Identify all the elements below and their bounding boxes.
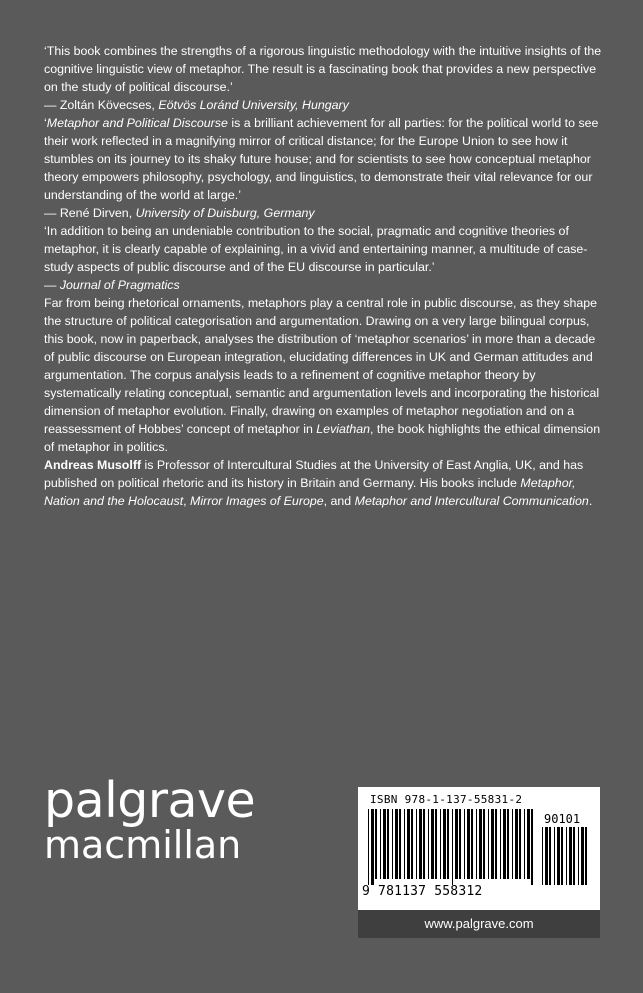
ean-number: 9 781137 558312 xyxy=(362,884,483,899)
barcode-bar xyxy=(416,809,417,879)
barcode-bar xyxy=(524,809,525,879)
author-name: Andreas Musolff xyxy=(44,458,142,472)
barcode-bar xyxy=(431,809,434,879)
barcode-bar xyxy=(527,809,530,879)
barcode-bar xyxy=(549,827,551,885)
logo-macmillan: macmillan xyxy=(44,823,242,867)
barcode-bar xyxy=(467,809,470,879)
barcode-bar xyxy=(491,809,494,879)
barcode-bar xyxy=(395,809,398,879)
barcode-bar xyxy=(569,827,572,885)
barcode-bar xyxy=(578,827,579,885)
barcode-bar xyxy=(419,809,422,879)
logo-palgrave: palgrave xyxy=(44,772,256,829)
author-bio xyxy=(44,456,604,510)
isbn-label: ISBN 978-1-137-55831-2 xyxy=(370,793,523,806)
barcode-bar xyxy=(464,809,465,879)
barcode-bar xyxy=(387,809,389,879)
price-code: 90101 xyxy=(544,812,581,826)
barcode-bar xyxy=(443,809,446,879)
barcode-bar xyxy=(435,809,437,879)
quote-author: — Zoltán Kövecses, xyxy=(44,98,159,112)
quote-text: is a brilliant achievement for all parties: for the political world to see their work reflected in a magnifying mirror of critical distance; for the Europe Union to see how it stumbles on its journey to its shaky future house; and for scientists to see how conceptual metaphor theory empowers philosophy, psychology, and linguistics, to demonstrate their vital relevance for our understanding of the world at large.’ xyxy=(44,116,599,202)
barcode-bar xyxy=(392,809,393,879)
description-italic: Leviathan xyxy=(316,422,371,436)
barcode-bar xyxy=(452,809,453,885)
barcode-bar xyxy=(423,809,425,879)
quote-book-title: Metaphor and Political Discourse xyxy=(46,116,228,130)
publisher-website[interactable]: www.palgrave.com xyxy=(358,910,600,938)
barcode-bar xyxy=(581,827,584,885)
barcode-bar xyxy=(561,827,563,885)
barcode-bar xyxy=(488,809,489,879)
barcode-bar xyxy=(507,809,509,879)
barcode-bar xyxy=(471,809,473,879)
barcode-bar xyxy=(566,827,567,885)
barcode-bar xyxy=(428,809,429,879)
barcode-bar xyxy=(542,827,543,885)
quote-affiliation: Journal of Pragmatics xyxy=(59,278,180,292)
barcode-bar xyxy=(383,809,386,879)
back-cover-text xyxy=(44,42,604,510)
description-end: , the book highlights the ethical dimension of metaphor in politics. xyxy=(44,422,601,454)
quote-affiliation: Eötvös Loránd University, Hungary xyxy=(158,98,349,112)
barcode-bar xyxy=(515,809,518,879)
barcode-bar xyxy=(411,809,413,879)
barcode-bar xyxy=(557,827,560,885)
bio-separator: , and xyxy=(323,494,355,508)
barcode-bar xyxy=(447,809,449,879)
book-description xyxy=(44,294,604,456)
publisher-logo xyxy=(44,772,256,867)
quote-text: ‘In addition to being an undeniable contribution to the social, pragmatic and cognitive theories of metaphor, it is clearly capable of explaining, in a vivid and entertaining manner, a multitude of case-study aspects of public discourse and of the EU discourse in particular.’ xyxy=(44,224,588,274)
barcode-bar xyxy=(371,809,374,885)
bio-book-2: Mirror Images of Europe xyxy=(190,494,324,508)
quote-open-mark: ‘ xyxy=(44,116,47,130)
barcode-bar xyxy=(554,827,555,885)
review-quote-3 xyxy=(44,222,604,294)
barcode-panel xyxy=(358,787,600,910)
barcode-bar xyxy=(404,809,405,879)
barcode-bar xyxy=(512,809,513,879)
barcode-bar xyxy=(531,809,533,885)
quote-author: — René Dirven, xyxy=(44,206,136,220)
ean-barcode xyxy=(368,809,536,885)
bio-text: is Professor of Intercultural Studies at the University of East Anglia, UK, and has published on political rhetoric and its history in Britain and Germany. His books include xyxy=(44,458,584,490)
barcode-bar xyxy=(483,809,485,879)
barcode-bar xyxy=(479,809,482,879)
barcode-bar xyxy=(545,827,548,885)
review-quote-1 xyxy=(44,42,604,114)
barcode-bar xyxy=(380,809,381,879)
barcode-bar xyxy=(500,809,501,879)
review-quote-2 xyxy=(44,114,604,222)
bio-separator: , xyxy=(183,494,191,508)
barcode-bar xyxy=(503,809,506,879)
barcode-bar xyxy=(399,809,401,879)
barcode-bar xyxy=(495,809,497,879)
description-text: Far from being rhetorical ornaments, metaphors play a central role in public discourse, as they shape the structure of political categorisation and argumentation. Drawing on a very large bilingual corpus, this book, now in paperback, analyses the distribution of ‘metaphor scenarios’ in more than a decade of public discourse on European integration, elucidating differences in UK and German attitudes and argumentation. The corpus analysis leads to a refinement of cognitive metaphor theory by systematically relating conceptual, semantic and argumentation levels and incorporating the historical dimension of metaphor evolution. Finally, drawing on examples of metaphor negotiation and on a reassessment of Hobbes’ concept of metaphor in xyxy=(44,296,600,436)
bio-end: . xyxy=(588,494,593,508)
barcode-bar xyxy=(519,809,521,879)
barcode-bar xyxy=(459,809,461,879)
quote-affiliation: University of Duisburg, Germany xyxy=(135,206,315,220)
barcode-bar xyxy=(573,827,575,885)
barcode-bar xyxy=(375,809,377,879)
barcode-bar xyxy=(455,809,458,879)
bio-book-1: Metaphor, Nation and the Holocaust xyxy=(44,476,576,508)
barcode-bar xyxy=(476,809,477,879)
barcode-bar xyxy=(585,827,587,885)
quote-text: ‘This book combines the strengths of a rigorous linguistic methodology with the intuitive insights of the cognitive linguistic view of metaphor. The result is a fascinating book that provides a new perspective on the study of political discourse.’ xyxy=(44,44,602,94)
addon-barcode xyxy=(542,827,592,885)
barcode-bar xyxy=(407,809,410,879)
barcode-bar xyxy=(440,809,441,879)
quote-author: — xyxy=(44,278,60,292)
barcode-bar xyxy=(368,809,369,885)
bio-book-3: Metaphor and Intercultural Communication xyxy=(354,494,589,508)
